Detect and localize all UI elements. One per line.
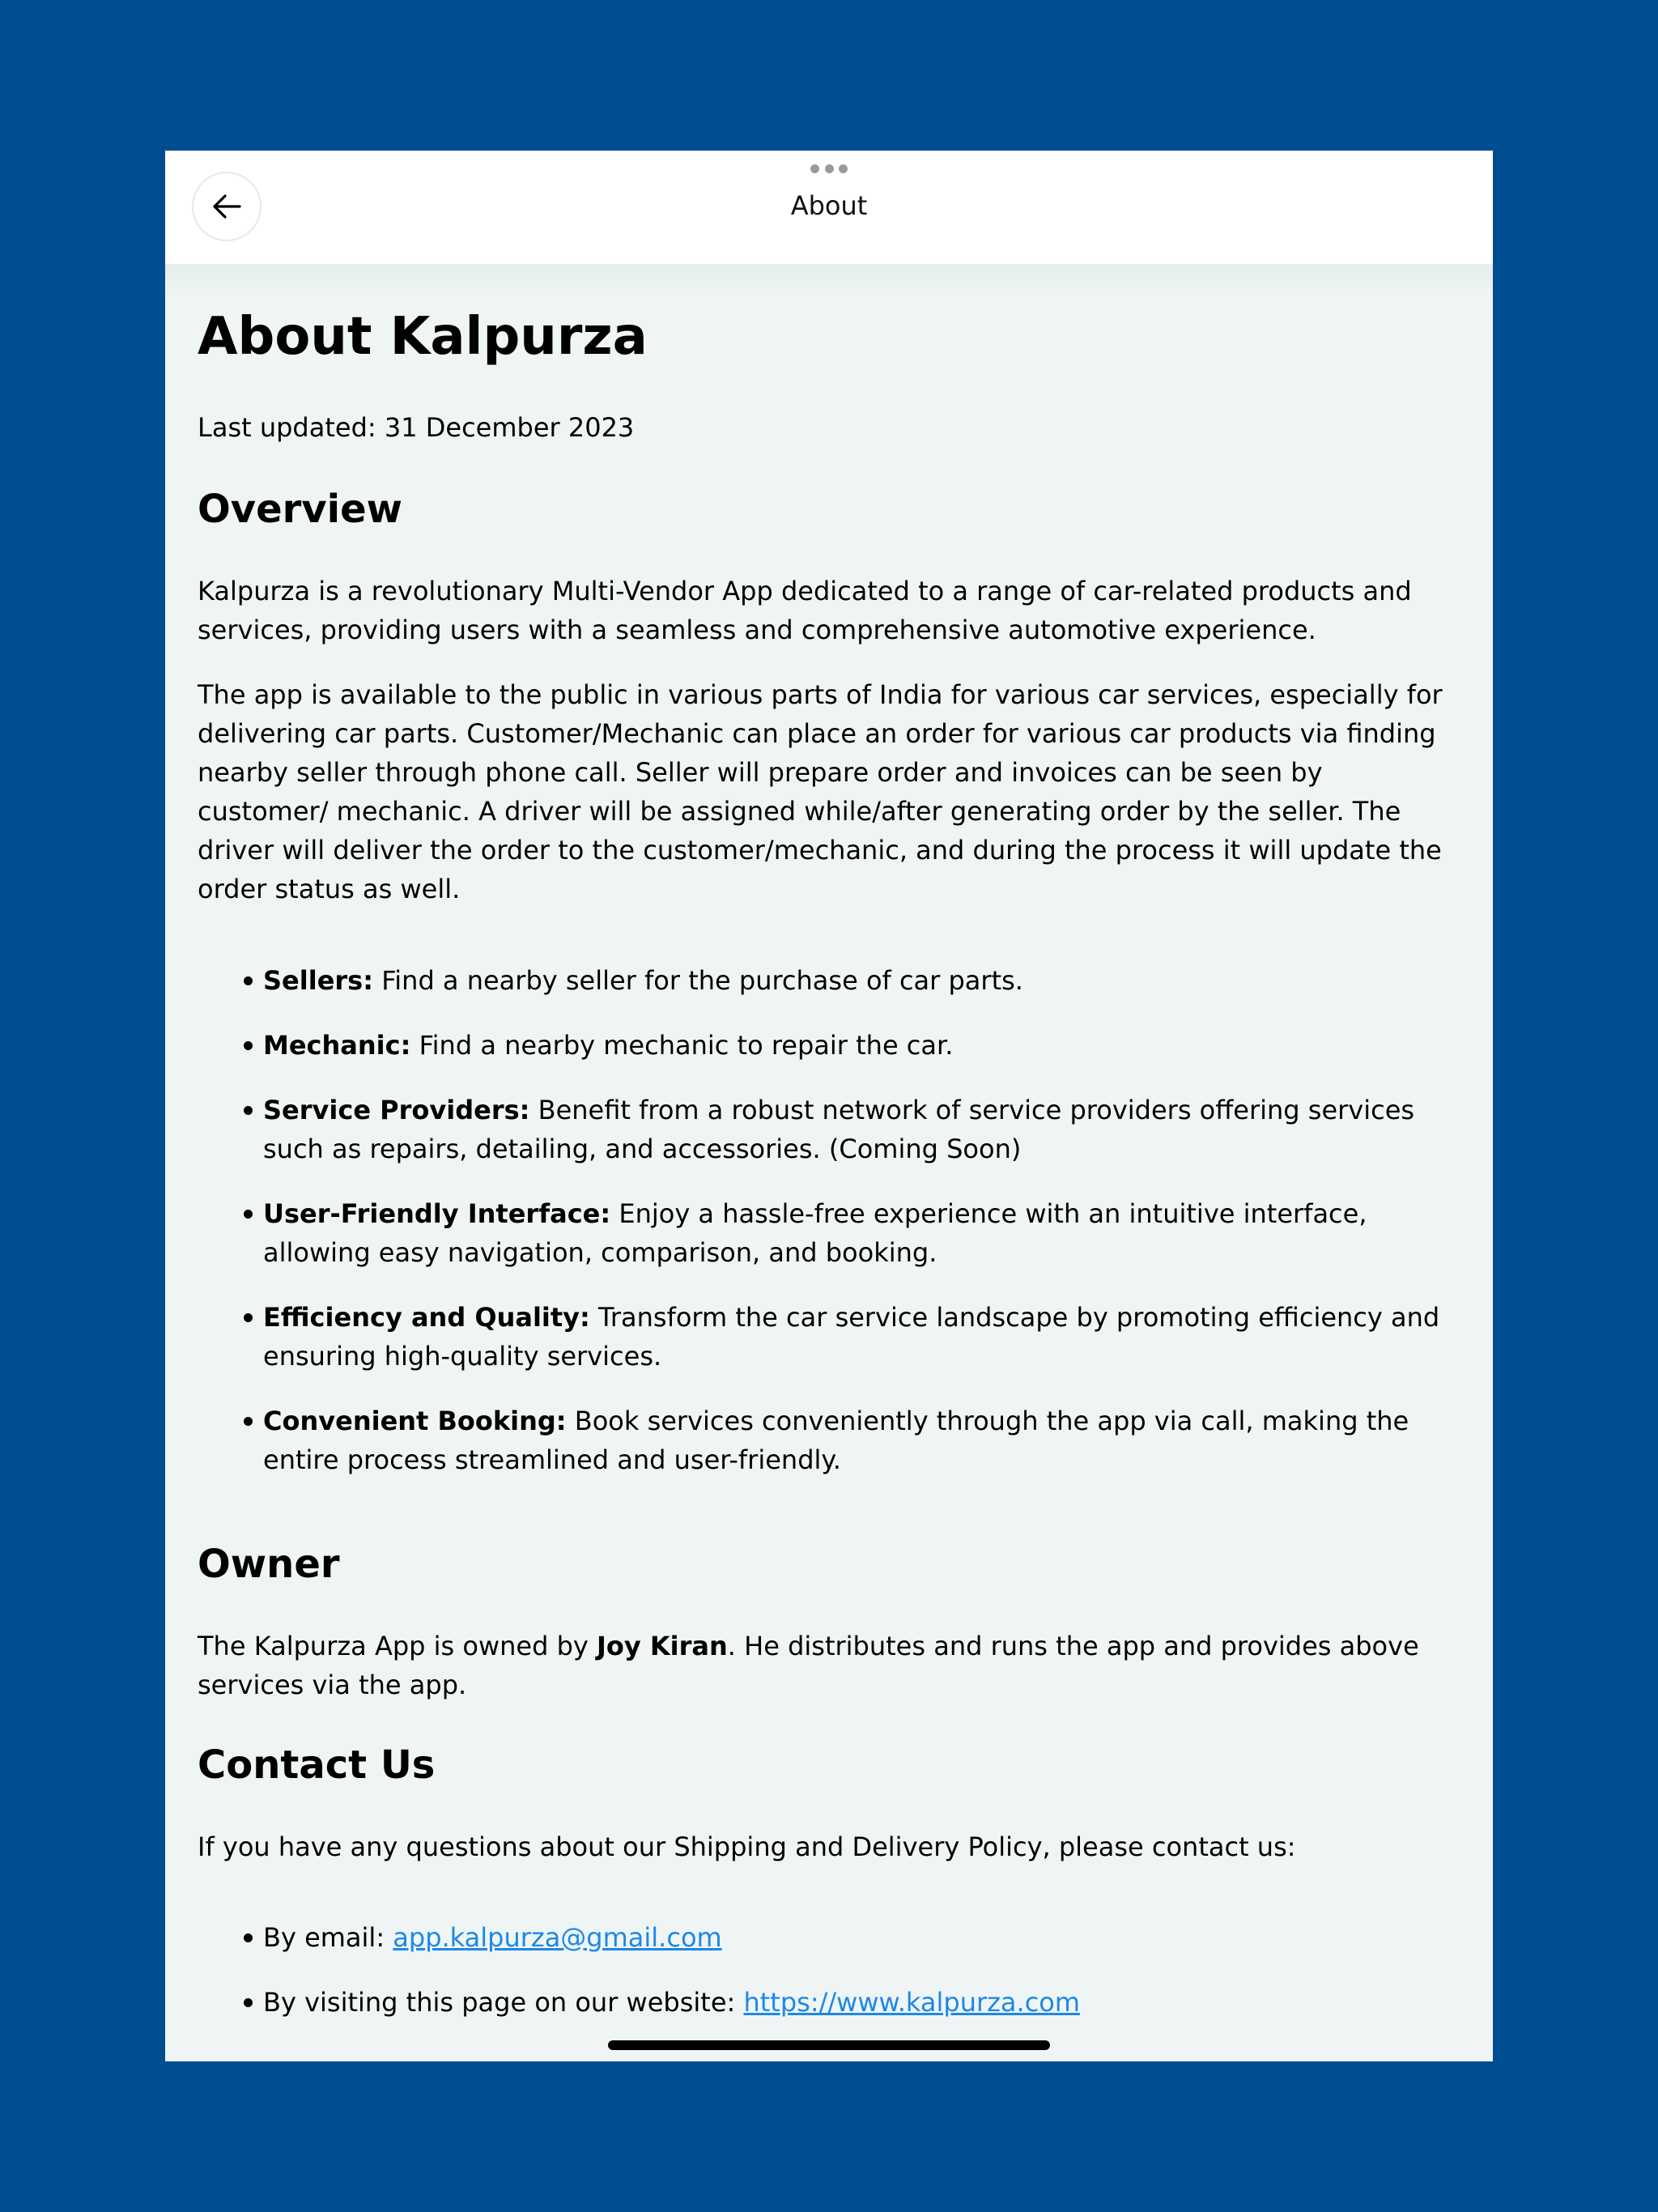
- list-item: [263, 1402, 1453, 1479]
- owner-text-after: . He distributes and runs the app and provides above services via the app.: [198, 1631, 1419, 1700]
- nav-header: [165, 151, 1493, 264]
- feature-text: Book services conveniently through the app via call, making the entire process streamlined and user-friendly.: [263, 1406, 1409, 1475]
- page-title: About Kalpurza: [198, 307, 648, 367]
- feature-text: Find a nearby mechanic to repair the car.: [410, 1030, 954, 1061]
- list-item: [263, 1194, 1453, 1272]
- feature-text: Enjoy a hassle-free experience with an intuitive interface, allowing easy navigation, comparison, and booking.: [263, 1198, 1367, 1268]
- contact-email-item: [263, 1918, 1453, 1957]
- feature-text: Benefit from a robust network of service providers offering services such as repairs, detailing, and accessories. (Coming Soon): [263, 1095, 1415, 1164]
- header-shadow: [165, 264, 1493, 296]
- contact-heading: Contact Us: [198, 1742, 436, 1788]
- feature-text: Find a nearby seller for the purchase of car parts.: [373, 965, 1023, 996]
- feature-label: Sellers:: [263, 965, 374, 996]
- feature-text: Transform the car service landscape by promoting efficiency and ensuring high-quality services.: [263, 1302, 1440, 1372]
- feature-label: Convenient Booking:: [263, 1406, 567, 1436]
- sheet-grabber-icon[interactable]: [810, 164, 848, 173]
- home-indicator: [608, 2040, 1050, 2050]
- owner-text-before: The Kalpurza App is owned by: [198, 1631, 597, 1661]
- owner-paragraph: [198, 1627, 1460, 1704]
- overview-paragraph-1: Kalpurza is a revolutionary Multi-Vendor App dedicated to a range of car-related products and services, providing users with a seamless and comprehensive automotive experience.: [198, 576, 1412, 645]
- email-link[interactable]: app.kalpurza@gmail.com: [393, 1922, 722, 1953]
- contact-website-item: [263, 1983, 1453, 2022]
- last-updated: Last updated: 31 December 2023: [198, 412, 635, 443]
- owner-name: Joy Kiran: [596, 1631, 728, 1661]
- feature-label: User-Friendly Interface:: [263, 1198, 611, 1229]
- overview-paragraph-2: The app is available to the public in various parts of India for various car services, especially for delivering car parts. Customer/Mechanic can place an order for various car products via finding nearby seller through phone call. Seller will prepare order and invoices can be seen by customer/ mechanic. A driver will be assigned while/after generating order by the seller. The driver will deliver the order to the customer/mechanic, and during the process it will update the order status as well.: [198, 679, 1443, 904]
- list-item: [263, 1091, 1453, 1168]
- feature-label: Efficiency and Quality:: [263, 1302, 590, 1333]
- nav-title: About: [790, 190, 868, 221]
- list-item: [263, 1026, 1453, 1065]
- website-link[interactable]: https://www.kalpurza.com: [743, 1987, 1081, 2018]
- feature-label: Service Providers:: [263, 1095, 530, 1125]
- overview-heading: Overview: [198, 487, 402, 532]
- owner-heading: Owner: [198, 1542, 340, 1587]
- contact-website-label: By visiting this page on our website:: [263, 1987, 744, 2018]
- feature-label: Mechanic:: [263, 1030, 411, 1061]
- list-item: [263, 1298, 1453, 1376]
- list-item: [263, 961, 1453, 1000]
- contact-email-label: By email:: [263, 1922, 393, 1953]
- contact-intro: If you have any questions about our Shipping and Delivery Policy, please contact us:: [198, 1831, 1296, 1862]
- about-sheet: [165, 151, 1493, 2061]
